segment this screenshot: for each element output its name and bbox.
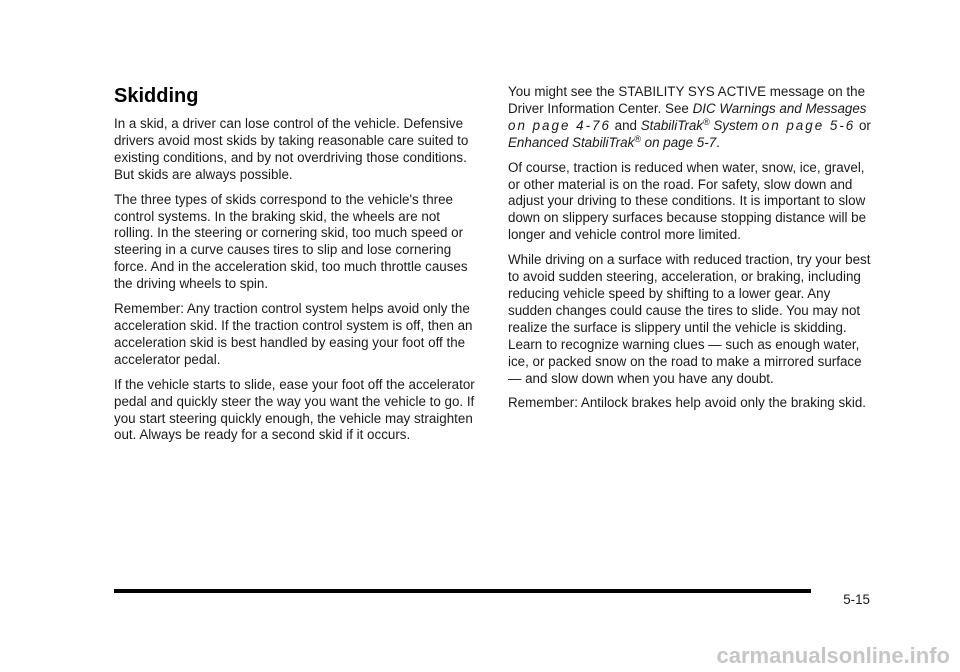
paragraph: Remember: Any traction control system helps avoid only the acceleration skid. If the traction control system is off, then an acceleration skid is best handled by easing your foot off the accelerator pedal. bbox=[114, 301, 473, 367]
footer-rule bbox=[114, 589, 811, 593]
section-heading: Skidding bbox=[114, 85, 199, 107]
paragraph: Remember: Antilock brakes help avoid only the braking skid. bbox=[508, 395, 867, 411]
right-column bbox=[508, 84, 872, 420]
cross-reference-link[interactable]: Enhanced StabiliTrak® on page 5-7 bbox=[508, 133, 717, 150]
cross-reference-link[interactable]: StabiliTrak® System on page 5-6 bbox=[640, 116, 856, 133]
registered-mark: ® bbox=[703, 116, 710, 127]
cross-reference-link[interactable]: DIC Warnings and Messages on page 4-76 bbox=[508, 100, 867, 133]
paragraph: In a skid, a driver can lose control of the vehicle. Defensive drivers avoid most skids by taking reasonable care suited to existing conditions, and by not overdriving those conditions. But skids are always possible. bbox=[114, 116, 469, 182]
watermark: carmanualsonline.info bbox=[716, 643, 950, 668]
paragraph: Of course, traction is reduced when water, snow, ice, gravel, or other material is on the road. For safety, slow down and adjust your driving to these conditions. It is important to slow down on slippery surfaces because stopping distance will be longer and vehicle control more limited. bbox=[508, 159, 867, 243]
paragraph: The three types of skids correspond to the vehicle's three control systems. In the braking skid, the wheels are not rolling. In the steering or cornering skid, too much speed or steering in a curve causes tires to slip and lose cornering force. And in the acceleration skid, too much throttle causes the driving wheels to spin. bbox=[114, 191, 468, 292]
paragraph: While driving on a surface with reduced traction, try your best to avoid sudden steering, acceleration, or braking, including reducing vehicle speed by shifting to a lower gear. Any sudden changes could cause the tires to slide. You may not realize the surface is slippery until the vehicle is skidding. Learn to recognize warning clues — such as enough water, ice, or packed snow on the road to make a mirrored surface — and slow down when you have any doubt. bbox=[508, 252, 871, 386]
paragraph: If the vehicle starts to slide, ease your foot off the accelerator pedal and quickly steer the way you want the vehicle to go. If you start steering quickly enough, the vehicle may straighten out. Always be ready for a second skid if it occurs. bbox=[114, 376, 475, 443]
page-number: 5-15 bbox=[843, 592, 870, 607]
left-column bbox=[114, 84, 478, 452]
paragraph-text: You might see the STABILITY SYS ACTIVE message on the Driver Information Center. See bbox=[508, 84, 866, 116]
paragraph-with-references: You might see the STABILITY SYS ACTIVE message on the Driver Information Center. See DIC Warnings and Messages on page 4-76 and StabiliTrak® System on page 5-6 or Enhanced StabiliTrak® on page 5-7. bbox=[508, 84, 871, 150]
registered-mark: ® bbox=[634, 133, 641, 144]
